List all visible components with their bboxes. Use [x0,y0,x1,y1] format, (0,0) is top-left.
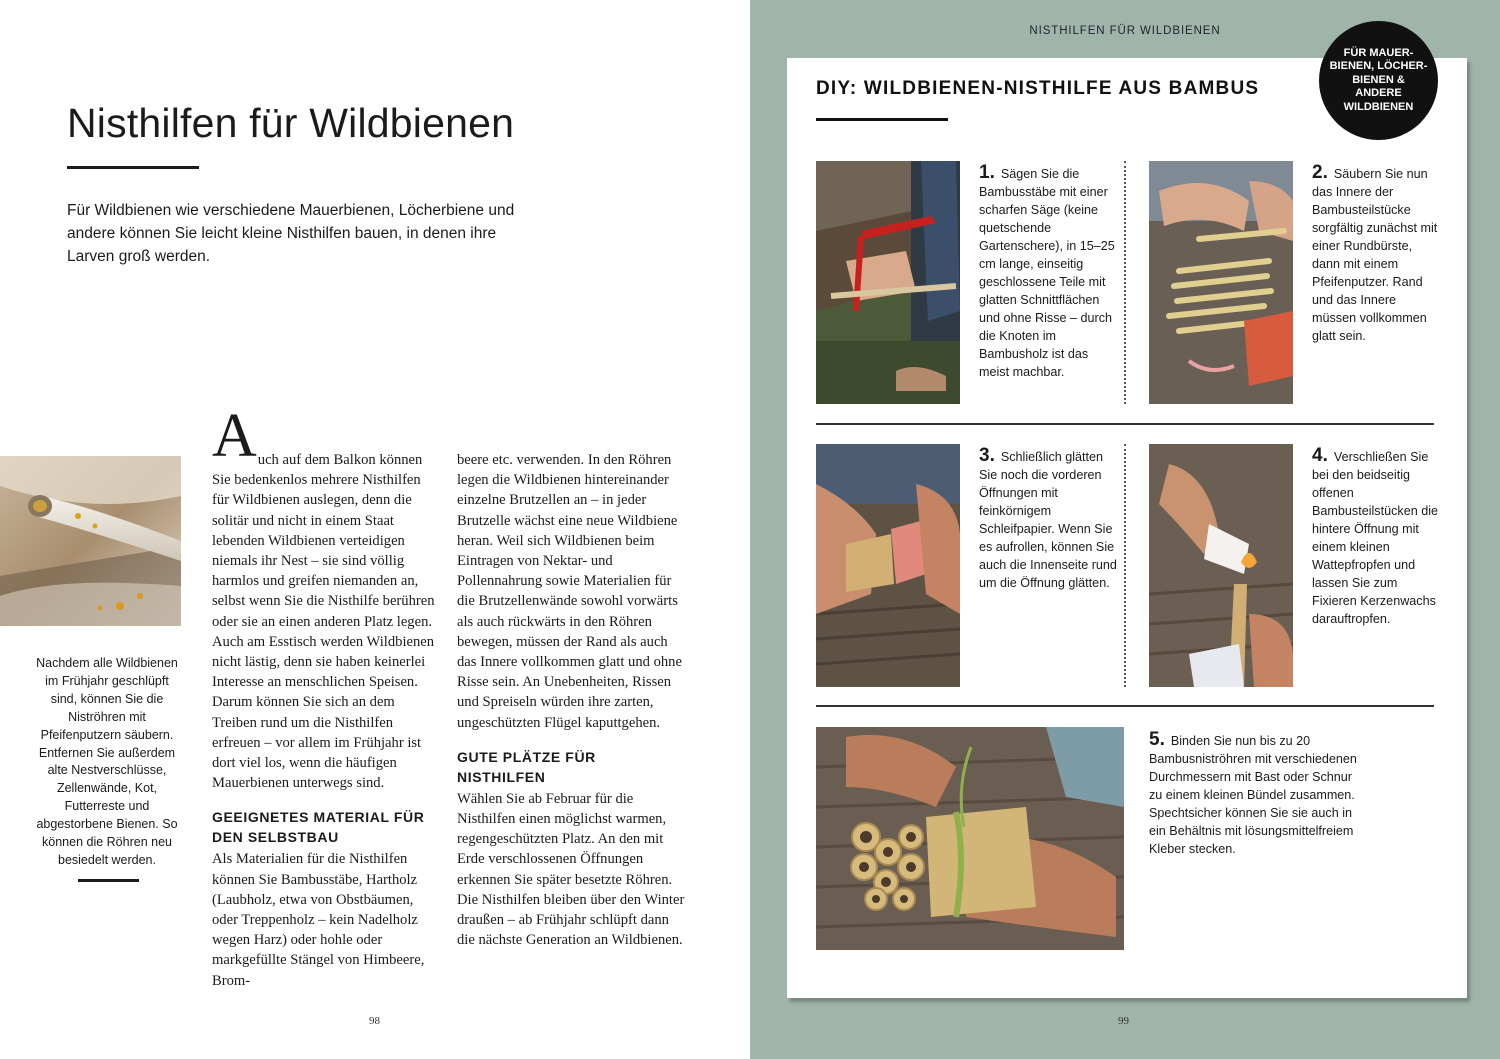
section-divider [816,423,1434,425]
page-number-left: 98 [369,1015,380,1027]
step-5-instruction: Binden Sie nun bis zu 20 Bambusniströhren mit verschiedenen Durchmessern mit Bast oder Schnur zu einem kleinen Bündel zusammen. Spechtsicher können Sie sie auch in ein Behältnis mit lösungsmittelfreiem Kleber stecken. [1149,734,1357,856]
section-divider [816,705,1434,707]
body-paragraph: Als Materialien für die Nisthilfen können Sie Bambusstäbe, Hartholz (Laubholz, etwa von Obstbäumen, oder Treppenholz – kein Nadelholz wegen Harz) oder hohle oder markgefüllte Stängel von Himbeere, Brom- [212,851,425,989]
dotted-divider [1124,161,1126,404]
step-5-photo [816,727,1124,950]
diy-title-rule [816,118,948,121]
diy-title: DIY: WILDBIENEN-NISTHILFE AUS BAMBUS [816,78,1260,99]
target-species-badge [1319,21,1438,140]
bamboo-tube-photo [0,456,181,626]
subheading-material: GEEIGNETES MATERIAL FÜR DEN SELBSTBAU [212,809,425,846]
step-5-text [1149,731,1364,858]
subheading-places: GUTE PLÄTZE FÜR NISTHILFEN [457,748,596,785]
photo-caption: Nachdem alle Wildbienen im Frühjahr geschlüpft sind, können Sie die Niströhren mit Pfeifenputzern säubern. Entfernen Sie außerdem alte Nestverschlüsse, Zellenwände, Kot, Futterreste und abgestorbene Bienen. So können die Röhren neu besiedelt werden. [36,656,178,867]
step-1-instruction: Sägen Sie die Bambusstäbe mit einer scharfen Säge (keine quetschende Gartenschere), in 15–25 cm lange, einseitig geschlossene Teile mit glatten Schnittflächen und ohne Risse – durch die Knoten im Bambusholz ist das meist machbar. [979,167,1115,379]
step-1-text [979,164,1121,381]
step-4-instruction: Verschließen Sie bei den beidseitig offenen Bambusteilstücken die hintere Öffnung mit einem kleinen Wattepfropfen und lassen Sie zum Fixieren Kerzenwachs darauftropfen. [1312,450,1439,626]
step-5-number: 5. [1149,729,1165,750]
caption-rule [78,879,139,882]
body-column-2 [457,450,687,950]
badge-text: FÜR MAUER-BIENEN, LÖCHER-BIENEN & ANDERE WILDBIENEN [1329,46,1428,113]
title-rule [67,166,199,169]
step-2-text [1312,164,1442,345]
running-head: NISTHILFEN FÜR WILDBIENEN [1029,25,1221,37]
body-column-1 [212,402,437,991]
step-1-number: 1. [979,162,995,183]
dotted-divider [1124,444,1126,687]
intro-text: Für Wildbienen wie verschiedene Mauerbienen, Löcherbiene und andere können Sie leicht kleine Nisthilfen bauen, in denen ihre Larven groß werden. [67,202,515,265]
step-3-photo [816,444,960,687]
step-1-photo [816,161,960,404]
step-2-number: 2. [1312,162,1328,183]
drop-cap: A [212,402,257,470]
body-paragraph: Darum können Sie sich an dem Treiben rund um die Nisthilfen erfreuen – vor allem im Frühjahr ist dort viel los, wenn die häufigen Mauerbienen unterwegs sind. [212,694,422,792]
step-3-instruction: Schließlich glätten Sie noch die vorderen Öffnungen mit feinkörnigem Schleifpapier. Wenn Sie es aufrollen, können Sie auch die Innenseite rund um die Öffnung glätten. [979,450,1117,590]
step-3-text [979,447,1121,592]
body-paragraph: uch auf dem Balkon können Sie bedenkenlos mehrere Nisthilfen für Wildbienen auslegen, denn die solitär und nicht in einem Staat lebenden Wildbienen verteidigen niemals ihr Nest – sie sind völlig harmlos und greifen niemanden an, selbst wenn Sie die Nisthilfe berühren oder sie an einen anderen Platz legen. Auch am Esstisch werden Wildbienen nicht lästig, denn sie haben keinerlei Interesse an menschlichen Speisen. [212,452,435,691]
step-4-text [1312,447,1442,628]
page-title: Nisthilfen für Wildbienen [67,100,515,146]
step-3-number: 3. [979,445,995,466]
step-2-photo [1149,161,1293,404]
body-paragraph: beere etc. verwenden. In den Röhren legen die Wildbienen hintereinander einzelne Brutzellen an – in jeder Brutzelle wächst eine neue Wildbiene heran. Weil sich Wildbienen beim Eintragen von Nektar- und Pollennahrung sowie Materialien für die Brutzellenwände sowohl vorwärts als auch rückwärts in den Röhren bewegen, müssen der Rand als auch das Innere vollkommen glatt und ohne Risse sein. An Unebenheiten, Rissen und Spreiseln würden ihre zarten, ungeschützten Flügel kaputtgehen. [457,452,682,731]
step-2-instruction: Säubern Sie nun das Innere der Bambusteilstücke sorgfältig zunächst mit einer Rundbürste, dann mit einem Pfeifenputzer. Rand und das Innere müssen vollkommen glatt sein. [1312,167,1438,343]
body-paragraph: Wählen Sie ab Februar für die Nisthilfen einen möglichst warmen, regengeschützten Platz. An den mit Erde verschlossenen Öffnungen erkennen Sie später besetzte Röhren. Die Nisthilfen bleiben über den Winter draußen – ab Frühjahr schlüpft dann die nächste Generation an Wildbienen. [457,790,685,949]
step-4-photo [1149,444,1293,687]
page-number-right-display: 99 [1118,1015,1129,1027]
step-4-number: 4. [1312,445,1328,466]
